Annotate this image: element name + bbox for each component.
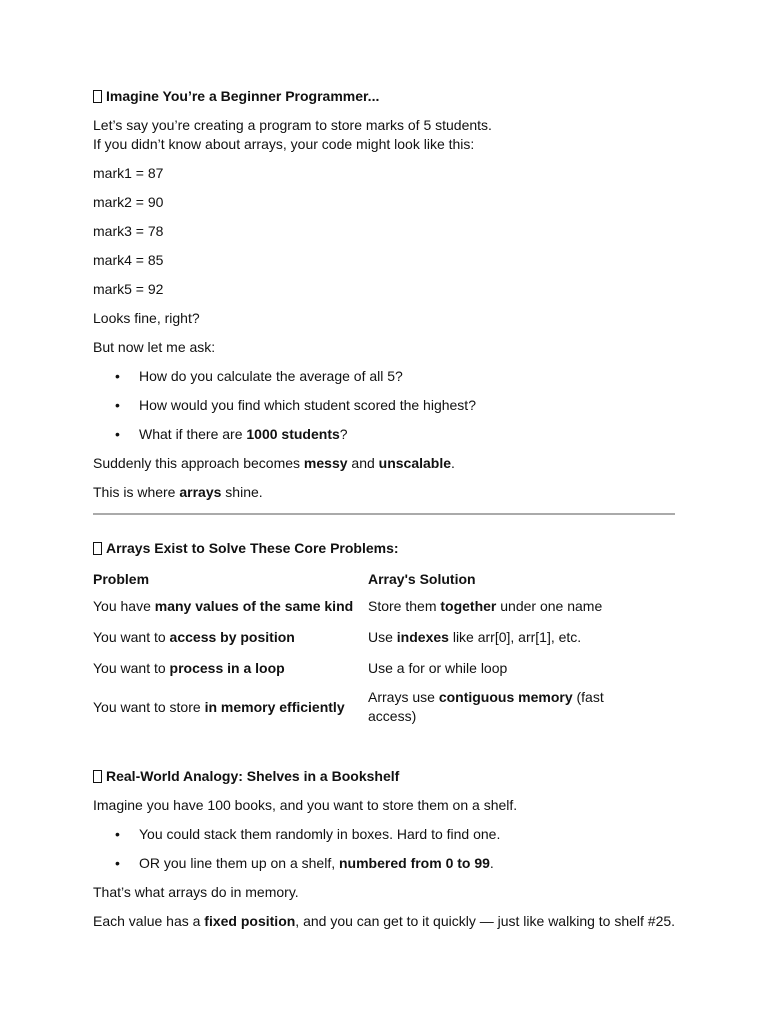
cell-text: Arrays use (368, 689, 439, 705)
analogy-bullet-2 (93, 854, 683, 873)
where-post: shine. (221, 484, 263, 500)
code-line-2: mark2 = 90 (93, 194, 164, 210)
cell-text: You want to (93, 660, 170, 676)
solution-cell (368, 653, 653, 684)
cell-text: like arr[0], arr[1], etc. (448, 629, 582, 645)
cell-text: Use a for or while loop (368, 660, 508, 676)
cell-text: You want to (93, 629, 170, 645)
suddenly-messy: messy (303, 455, 348, 471)
intro-line-2: If you didn’t know about arrays, your code might look like this: (93, 136, 475, 152)
looks-fine-text: Looks fine, right? (93, 310, 200, 326)
horizontal-divider (93, 513, 675, 515)
header-problem: Problem (93, 570, 150, 587)
cell-bold: contiguous memory (438, 689, 573, 705)
cell-bold: many values of the same kind (154, 598, 354, 614)
where-pre: This is where (93, 484, 180, 500)
question-3-pre: What if there are (139, 426, 247, 442)
solution-cell (368, 591, 653, 622)
suddenly-mid: and (347, 455, 379, 471)
question-2: • How would you find which student scored the highest? (93, 396, 683, 415)
each-pre: Each value has a (93, 913, 205, 929)
missing-glyph-icon (93, 542, 102, 555)
table-row (93, 622, 653, 653)
analogy-intro: Imagine you have 100 books, and you want to store them on a shelf. (93, 797, 518, 813)
section3-heading-text: Real-World Analogy: Shelves in a Bookshelf (106, 768, 400, 784)
problems-table (93, 567, 653, 730)
cell-text: Store them (368, 598, 441, 614)
where-text (93, 483, 683, 502)
cell-text: under one name (496, 598, 603, 614)
code-line-3: mark3 = 78 (93, 223, 164, 239)
cell-bold: indexes (396, 629, 449, 645)
question-3-post: ? (339, 426, 348, 442)
solution-cell (368, 684, 653, 730)
where-arrays: arrays (179, 484, 222, 500)
solution-cell (368, 622, 653, 653)
suddenly-text (93, 454, 683, 473)
code-line-5: mark5 = 92 (93, 281, 164, 297)
code-line-1: mark1 = 87 (93, 165, 164, 181)
cell-text: (fast access) (368, 689, 604, 724)
bullet2-bold: numbered from 0 to 99 (339, 855, 490, 871)
suddenly-pre: Suddenly this approach becomes (93, 455, 304, 471)
document-content (93, 86, 683, 931)
section3-heading (93, 766, 683, 786)
analogy-bullet-1: • You could stack them randomly in boxes. Hard to find one. (93, 825, 683, 844)
section1-heading-text: Imagine You’re a Beginner Programmer... (106, 88, 380, 104)
cell-text: You want to store (93, 698, 205, 715)
question-1: • How do you calculate the average of all 5? (93, 367, 683, 386)
missing-glyph-icon (93, 90, 102, 103)
thats-text: That’s what arrays do in memory. (93, 884, 299, 900)
header-solution: Array's Solution (368, 570, 476, 587)
code-line-4: mark4 = 85 (93, 252, 164, 268)
question-3-bold: 1000 students (246, 426, 340, 442)
cell-text: Use (368, 629, 397, 645)
cell-bold: together (440, 598, 497, 614)
suddenly-unscalable: unscalable (378, 455, 452, 471)
analogy-list (93, 825, 683, 873)
table-row (93, 684, 653, 730)
table-row (93, 653, 653, 684)
ask-text: But now let me ask: (93, 339, 216, 355)
missing-glyph-icon (93, 770, 102, 783)
each-bold: fixed position (204, 913, 296, 929)
table-row (93, 591, 653, 622)
cell-bold: process in a loop (169, 660, 285, 676)
section1-heading (93, 86, 683, 106)
each-post: , and you can get to it quickly — just like walking to shelf #25. (295, 913, 676, 929)
problem-cell (93, 591, 368, 622)
cell-bold: in memory efficiently (204, 698, 345, 715)
intro-line-1: Let’s say you’re creating a program to store marks of 5 students. (93, 117, 492, 133)
cell-text: You have (93, 598, 155, 614)
problem-cell (93, 622, 368, 653)
section2-heading-text: Arrays Exist to Solve These Core Problems: (106, 540, 399, 556)
problem-cell (93, 653, 368, 684)
questions-list (93, 367, 683, 444)
suddenly-post: . (451, 455, 455, 471)
bullet2-post: . (489, 855, 494, 871)
table-header-row (93, 567, 653, 591)
problem-cell (93, 684, 368, 730)
question-3 (93, 425, 683, 444)
each-value-text (93, 912, 683, 931)
section2-heading (93, 538, 683, 558)
cell-bold: access by position (169, 629, 295, 645)
bullet2-pre: OR you line them up on a shelf, (139, 855, 339, 871)
